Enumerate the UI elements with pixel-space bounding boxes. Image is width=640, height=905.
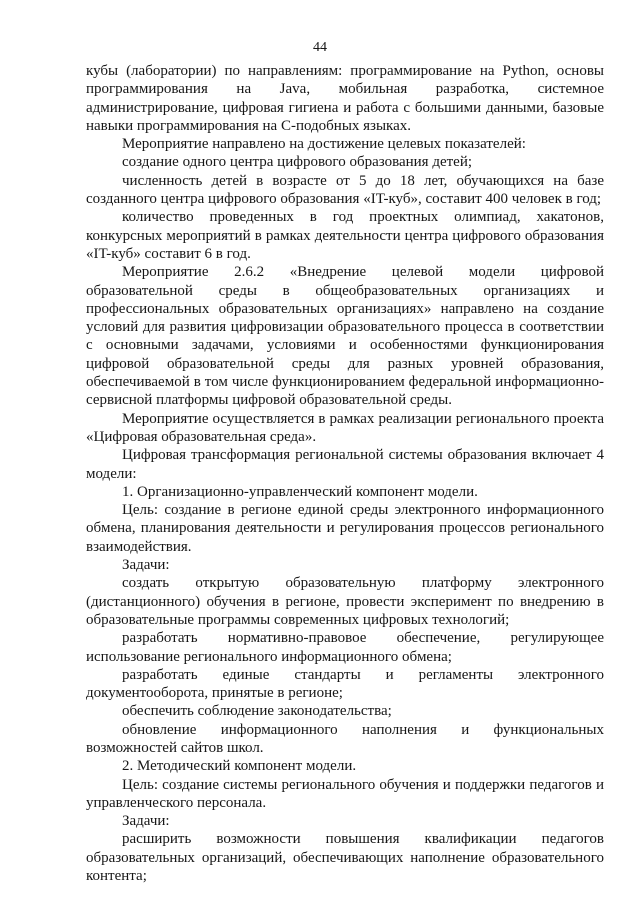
paragraph: обновление информационного наполнения и функциональных возможностей сайтов школ. — [86, 721, 604, 756]
paragraph: Мероприятие 2.6.2 «Внедрение целевой модели цифровой образовательной среды в общеобразовательных организациях и профессиональных образовательных организациях» направлено на создание условий для развития цифровизации образовательного процесса в соответствии с основными задачами, условиями и особенностями функционирования цифровой образовательной среды для разных уровней образования, обеспечиваемой в том числе функционированием федеральной информационно-сервисной платформы цифровой образовательной среды. — [86, 264, 604, 409]
paragraph: создать открытую образовательную платформу электронного (дистанционного) обучения в регионе, провести эксперимент по внедрению в образовательные программы современных цифровых технологий; — [86, 575, 604, 628]
paragraph: Цифровая трансформация региональной системы образования включает 4 модели: — [86, 447, 604, 482]
paragraph: Мероприятие осуществляется в рамках реализации регионального проекта «Цифровая образовательная среда». — [86, 410, 604, 445]
paragraph: расширить возможности повышения квалификации педагогов образовательных организаций, обеспечивающих наполнение образовательного контента; — [86, 831, 604, 885]
document-body — [86, 62, 604, 885]
paragraph: Задачи: — [122, 813, 170, 830]
paragraph: количество проведенных в год проектных олимпиад, хакатонов, конкурсных мероприятий в рамках деятельности центра цифрового образования «IT-куб» составит 6 в год. — [86, 209, 604, 262]
paragraph: Задачи: — [122, 557, 170, 574]
paragraph: 1. Организационно-управленческий компонент модели. — [122, 483, 478, 500]
paragraph: 2. Методический компонент модели. — [122, 758, 357, 775]
paragraph: разработать единые стандарты и регламенты электронного документооборота, принятые в регионе; — [86, 666, 604, 702]
paragraph: Мероприятие направлено на достижение целевых показателей: — [122, 136, 526, 153]
paragraph: численность детей в возрасте от 5 до 18 лет, обучающихся на базе созданного центра цифрового образования «IT-куб», составит 400 человек в год; — [86, 172, 604, 208]
paragraph: разработать нормативно-правовое обеспечение, регулирующее использование регионального информационного обмена; — [86, 630, 604, 665]
paragraph: Цель: создание системы регионального обучения и поддержки педагогов и управленческого персонала. — [86, 776, 604, 811]
paragraph: Цель: создание в регионе единой среды электронного информационного обмена, планирования деятельности и регулирования процессов регионального взаимодействия. — [86, 502, 604, 555]
paragraph: создание одного центра цифрового образования детей; — [122, 154, 473, 171]
paragraph: кубы (лаборатории) по направлениям: программирование на Python, основы программирования на Java, мобильная разработка, системное администрирование, цифровая гигиена и работа с большими данными, базовые навыки программирования на С-подобных языках. — [86, 63, 604, 134]
paragraph: обеспечить соблюдение законодательства; — [122, 703, 392, 720]
page-number: 44 — [313, 40, 327, 55]
